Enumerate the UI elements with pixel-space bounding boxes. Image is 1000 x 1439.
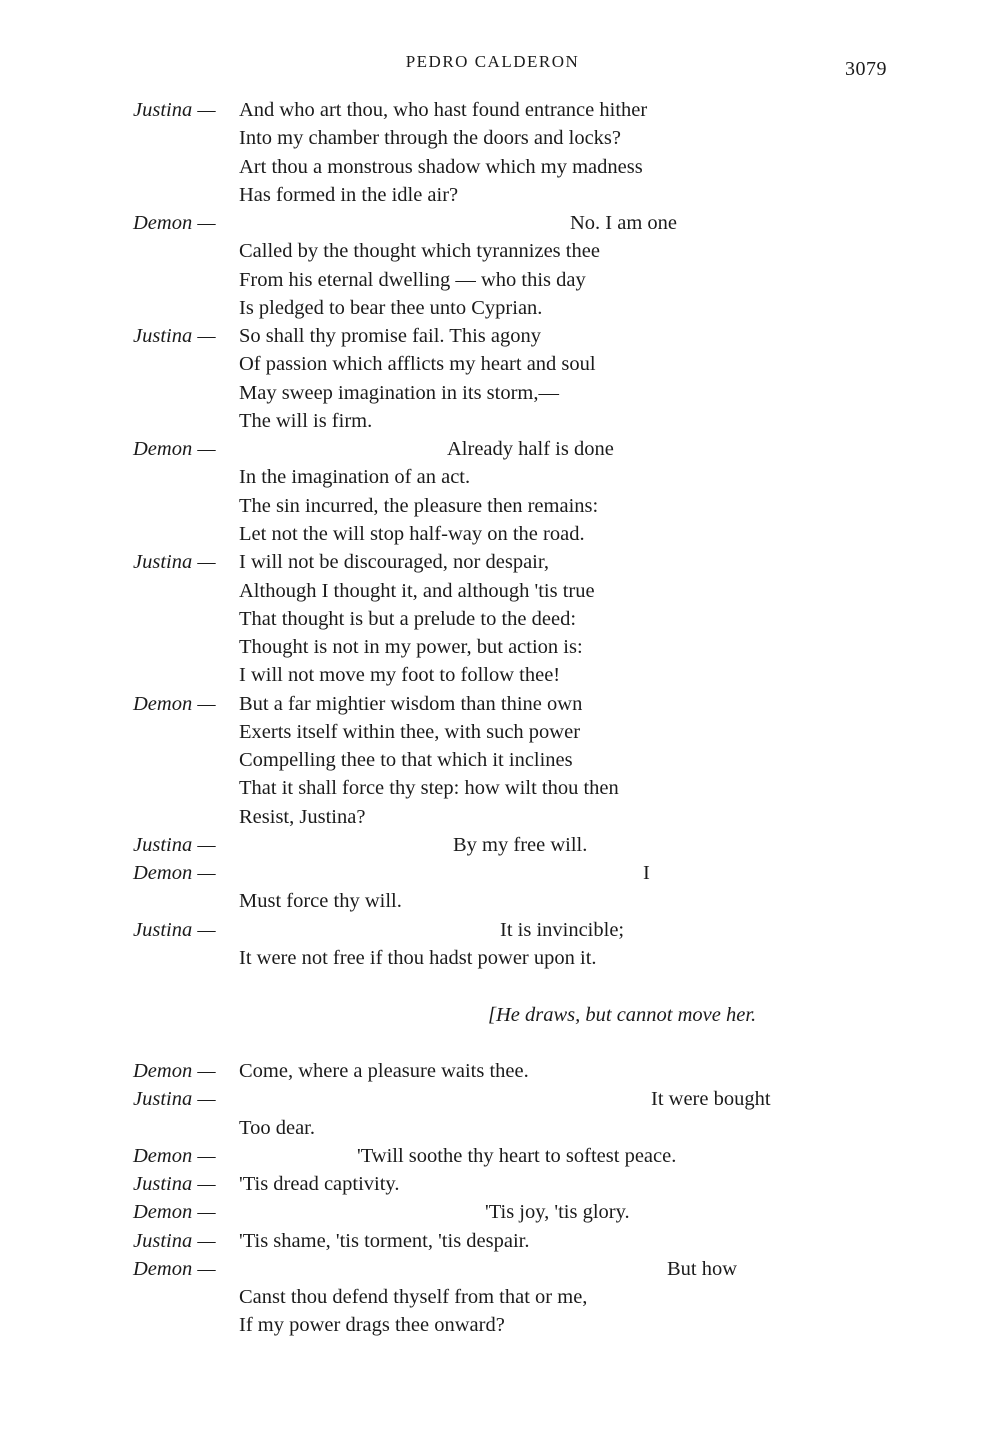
verse-line bbox=[0, 294, 1000, 322]
line-text: 'Twill soothe thy heart to softest peace. bbox=[357, 1144, 677, 1167]
line-text: But a far mightier wisdom than thine own bbox=[239, 692, 583, 715]
line-text: By my free will. bbox=[453, 833, 588, 856]
line-text: It is invincible; bbox=[500, 918, 625, 941]
page-header bbox=[0, 50, 1000, 80]
verse-line bbox=[0, 520, 1000, 548]
page-number: 3079 bbox=[845, 58, 887, 80]
line-text: Already half is done bbox=[447, 438, 614, 461]
verse-line bbox=[0, 803, 1000, 831]
speaker-label: Justina — bbox=[133, 1088, 216, 1111]
verse-line bbox=[0, 831, 1000, 859]
line-text: Art thou a monstrous shadow which my madness bbox=[239, 155, 643, 178]
line-text: No. I am one bbox=[570, 212, 678, 235]
verse-line bbox=[0, 350, 1000, 378]
line-text: 'Tis joy, 'tis glory. bbox=[485, 1201, 630, 1224]
speaker-label: Demon — bbox=[133, 438, 216, 461]
speaker-label: Justina — bbox=[133, 833, 216, 856]
line-text: That it shall force thy step: how wilt thou then bbox=[239, 777, 619, 800]
verse-line bbox=[0, 1029, 1000, 1057]
line-text: The sin incurred, the pleasure then remains: bbox=[239, 494, 599, 517]
line-text: Exerts itself within thee, with such power bbox=[239, 720, 581, 743]
line-text: So shall thy promise fail. This agony bbox=[239, 325, 541, 348]
line-text: It were not free if thou hadst power upon it. bbox=[239, 946, 597, 969]
verse-line bbox=[0, 1227, 1000, 1255]
verse-line bbox=[0, 124, 1000, 152]
line-text: Although I thought it, and although 'tis true bbox=[239, 579, 595, 602]
verse-line bbox=[0, 1057, 1000, 1085]
verse-line bbox=[0, 463, 1000, 491]
verse-line bbox=[0, 407, 1000, 435]
line-text: Compelling thee to that which it inclines bbox=[239, 749, 573, 772]
line-text: May sweep imagination in its storm,— bbox=[239, 381, 559, 404]
line-text: The will is firm. bbox=[239, 409, 373, 432]
verse-line bbox=[0, 774, 1000, 802]
line-text: 'Tis dread captivity. bbox=[239, 1173, 400, 1196]
running-title: PEDRO CALDERON bbox=[405, 52, 580, 71]
speaker-label: Justina — bbox=[133, 1173, 216, 1196]
verse-line bbox=[0, 746, 1000, 774]
verse-line bbox=[0, 1085, 1000, 1113]
verse-line bbox=[0, 577, 1000, 605]
verse-line bbox=[0, 605, 1000, 633]
verse-line bbox=[0, 1001, 1000, 1029]
verse-line bbox=[0, 322, 1000, 350]
line-text: Let not the will stop half-way on the road. bbox=[239, 522, 585, 545]
speaker-label: Justina — bbox=[133, 325, 216, 348]
verse-line bbox=[0, 916, 1000, 944]
verse-line bbox=[0, 1114, 1000, 1142]
line-text: Has formed in the idle air? bbox=[239, 183, 459, 206]
verse-line bbox=[0, 661, 1000, 689]
speaker-label: Justina — bbox=[133, 918, 216, 941]
line-text: In the imagination of an act. bbox=[239, 466, 471, 489]
speaker-label: Justina — bbox=[133, 551, 216, 574]
line-text: Come, where a pleasure waits thee. bbox=[239, 1060, 529, 1083]
verse-line bbox=[0, 153, 1000, 181]
verse-line bbox=[0, 1255, 1000, 1283]
line-text: Too dear. bbox=[239, 1116, 315, 1139]
verse-line bbox=[0, 718, 1000, 746]
verse-line bbox=[0, 181, 1000, 209]
speaker-label: Demon — bbox=[133, 692, 216, 715]
verse-line bbox=[0, 379, 1000, 407]
verse-line bbox=[0, 1311, 1000, 1339]
verse-line bbox=[0, 492, 1000, 520]
speaker-label: Justina — bbox=[133, 1229, 216, 1252]
verse-line bbox=[0, 96, 1000, 124]
line-text: Thought is not in my power, but action is: bbox=[239, 636, 583, 659]
speaker-label: Demon — bbox=[133, 1201, 216, 1224]
line-text: But how bbox=[667, 1257, 738, 1280]
line-text: If my power drags thee onward? bbox=[239, 1314, 505, 1337]
verse-line bbox=[0, 266, 1000, 294]
line-text: Called by the thought which tyrannizes thee bbox=[239, 240, 600, 263]
verse-line bbox=[0, 690, 1000, 718]
verse-line bbox=[0, 633, 1000, 661]
line-text: Must force thy will. bbox=[239, 890, 402, 913]
verse-line bbox=[0, 1198, 1000, 1226]
speaker-label: Demon — bbox=[133, 1060, 216, 1083]
speaker-label: Demon — bbox=[133, 1144, 216, 1167]
verse-line bbox=[0, 859, 1000, 887]
verse-line bbox=[0, 1142, 1000, 1170]
line-text: Canst thou defend thyself from that or me, bbox=[239, 1286, 588, 1309]
verse-line bbox=[0, 237, 1000, 265]
speaker-label: Demon — bbox=[133, 862, 216, 885]
verse-text bbox=[0, 96, 1000, 1340]
line-text: From his eternal dwelling — who this day bbox=[239, 268, 586, 291]
verse-line bbox=[0, 1170, 1000, 1198]
speaker-label: Demon — bbox=[133, 1257, 216, 1280]
line-text: 'Tis shame, 'tis torment, 'tis despair. bbox=[239, 1229, 530, 1252]
verse-line bbox=[0, 944, 1000, 972]
speaker-label: Justina — bbox=[133, 99, 216, 121]
speaker-label: Demon — bbox=[133, 212, 216, 235]
line-text: Of passion which afflicts my heart and soul bbox=[239, 353, 596, 376]
line-text: And who art thou, who hast found entrance hither bbox=[239, 99, 648, 121]
verse-line bbox=[0, 972, 1000, 1000]
verse-line bbox=[0, 887, 1000, 915]
verse-line bbox=[0, 209, 1000, 237]
stage-direction: [He draws, but cannot move her. bbox=[488, 1003, 757, 1026]
line-text: I will not be discouraged, nor despair, bbox=[239, 551, 550, 574]
line-text: Is pledged to bear thee unto Cyprian. bbox=[239, 296, 543, 319]
verse-line bbox=[0, 548, 1000, 576]
line-text: That thought is but a prelude to the deed: bbox=[239, 607, 577, 630]
line-text: Resist, Justina? bbox=[239, 805, 366, 828]
line-text: It were bought bbox=[651, 1088, 771, 1111]
line-text: Into my chamber through the doors and locks? bbox=[239, 127, 622, 150]
line-text: I will not move my foot to follow thee! bbox=[239, 664, 561, 687]
verse-line bbox=[0, 435, 1000, 463]
verse-line bbox=[0, 1283, 1000, 1311]
line-text: I bbox=[643, 862, 650, 885]
